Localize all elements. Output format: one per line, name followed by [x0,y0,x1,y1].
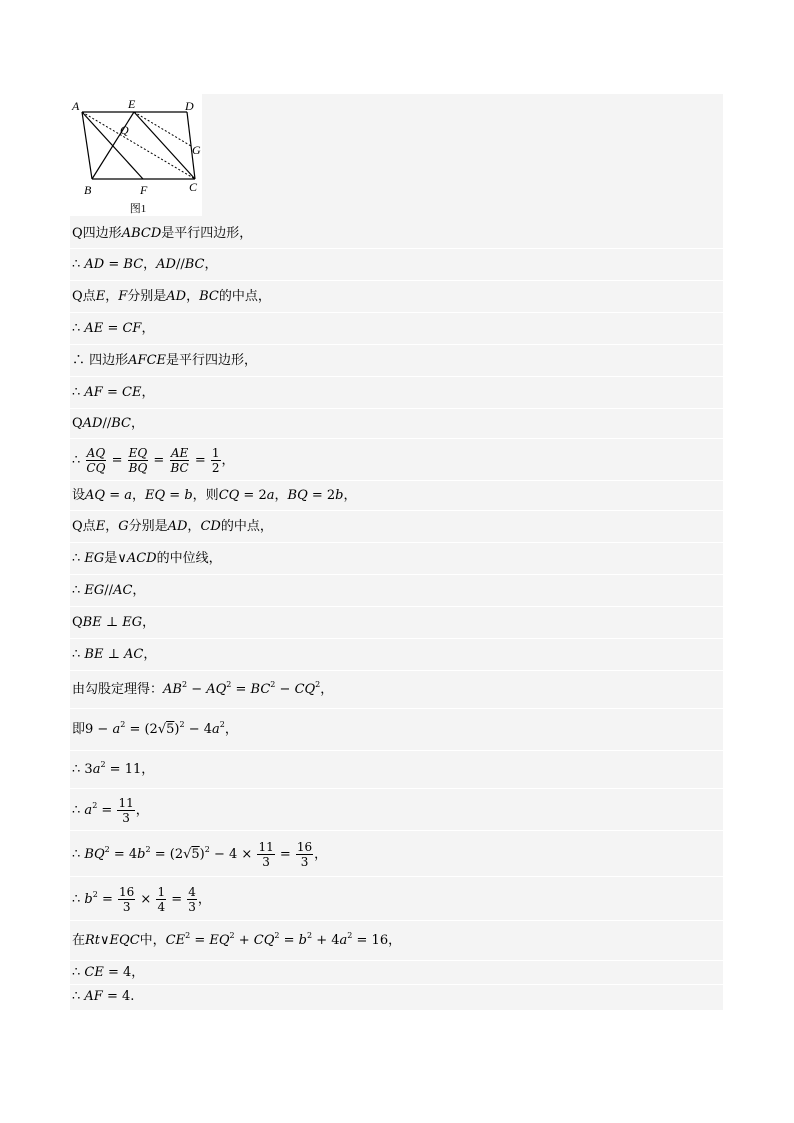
fraction-11-3: $\frac{11}{3}$ [118,795,134,825]
geometry-figure [70,94,202,216]
line-2: ∴ AD = BC，AD//BC， [70,250,723,281]
line-12: ∴ EG//AC， [70,576,723,607]
line-19: ∴ $BQ^2 = 4b^2 = (2√5)^2 - 4$ × $\frac{11}{3}$ = $\frac{16}{3}$ ， [70,832,723,877]
fraction-4-3: $\frac{4}{3}$ [188,884,196,914]
label-c: C [189,180,198,194]
therefore-symbol: ∴ [72,846,81,862]
label-a: A [72,99,80,113]
fraction-aq-cq: $\frac{AQ}{CQ}$ [86,445,106,475]
label-d: D [185,99,194,113]
fraction-1-4: $\frac{1}{4}$ [157,884,166,914]
line-3: Q点E，F分别是AD，BC的中点， [70,282,723,313]
line-14: ∴ BE ⊥ AC， [70,640,723,671]
therefore-symbol: ∴ [72,321,81,336]
line-21: 在Rt∨EQC中，$CE^2 = EQ^2 + CQ^2 = b^2 + 4a^2 = 16$， [70,922,723,961]
triangle-symbol: ∨ [117,551,127,566]
because-symbol: Q [72,416,83,431]
line-4: ∴ AE = CF， [70,314,723,345]
line-18: ∴ $a^2$ = $\frac{11}{3}$ ， [70,790,723,831]
because-symbol: Q [72,615,83,630]
therefore-symbol: ∴ [72,583,81,598]
therefore-symbol: ∴ [72,647,81,662]
line-20: ∴ $b^2$ = $\frac{16}{3}$ × $\frac{1}{4}$ = $\frac{4}{3}$ ， [70,878,723,921]
because-symbol: Q [72,226,83,241]
therefore-symbol: ∴ [72,353,86,368]
therefore-symbol: ∴ [72,452,81,468]
line-11: ∴ EG是∨ACD的中位线， [70,544,723,575]
therefore-symbol: ∴ [72,385,81,400]
therefore-symbol: ∴ [72,257,81,272]
line-6: ∴ AF = CE， [70,378,723,409]
therefore-symbol: ∴ [72,802,81,818]
fraction-11-3: $\frac{11}{3}$ [258,839,274,869]
fraction-one-half: $\frac{1}{2}$ [211,445,220,475]
line-22: ∴ CE = 4， [70,962,723,985]
line-10: Q点E，G分别是AD，CD的中点， [70,512,723,543]
line-15: 由勾股定理得：$AB^2 - AQ^2 = BC^2 - CQ^2$， [70,672,723,709]
fraction-ae-bc: $\frac{AE}{BC}$ [170,445,189,475]
label-e: E [128,97,136,111]
fraction-16-3: $\frac{16}{3}$ [296,839,313,869]
because-symbol: Q [72,289,83,304]
line-13: QBE ⊥ EG， [70,608,723,639]
therefore-symbol: ∴ [72,989,81,1004]
line-7: QAD//BC， [70,410,723,439]
figure-caption: 图1 [129,203,147,215]
label-q: Q [120,123,129,137]
fraction-16-3: $\frac{16}{3}$ [119,884,135,914]
therefore-symbol: ∴ [72,762,81,777]
line-9: 设AQ = a，EQ = b，则CQ = 2a，BQ = 2b， [70,482,723,511]
parallelogram-diagram [70,94,202,216]
fraction-eq-bq: $\frac{EQ}{BQ}$ [128,445,148,475]
label-g: G [192,143,201,157]
because-symbol: Q [72,519,83,534]
triangle-symbol: ∨ [100,933,110,948]
therefore-symbol: ∴ [72,891,81,907]
line-17: ∴ $3a^2 = 11$， [70,752,723,789]
therefore-symbol: ∴ [72,551,81,566]
line-1: Q四边形ABCD是平行四边形， [70,220,723,249]
therefore-symbol: ∴ [72,965,81,980]
line-16: 即$9 - a^2 = (2√5)^2 - 4a^2$， [70,710,723,751]
label-b: B [84,183,92,197]
line-23: ∴ AF = 4. [72,989,135,1004]
line-8: ∴ $\frac{AQ}{CQ}$ = $\frac{EQ}{BQ}$ = $\frac{AE}{BC}$ = $\frac{1}{2}$ ， [70,440,723,481]
label-f: F [140,183,148,197]
line-5: ∴ 四边形AFCE是平行四边形， [70,346,723,377]
sqrt-symbol: √ [157,722,167,737]
segment-ec [134,112,195,179]
sqrt-symbol: √ [183,846,192,862]
solution-sheet [70,94,723,1010]
segment-eg-dotted [134,112,191,146]
